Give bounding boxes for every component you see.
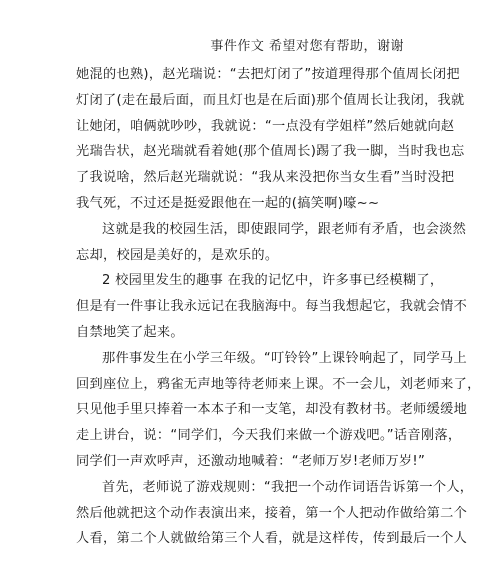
paragraph-start-line: 首先，老师说了游戏规则：“我把一个动作词语告诉第一个人， xyxy=(102,479,474,495)
section-heading-line: 2 校园里发生的趣事 在我的记忆中，许多事已经模糊了， xyxy=(102,273,444,289)
text-line: 了我说啥，然后赵光瑞就说：“我从来没把你当女生看”当时没把 xyxy=(76,170,455,186)
body-text xyxy=(76,62,481,552)
text-line: 光瑞告状，赵光瑞就看着她(那个值周长)踢了我一脚，当时我也忘 xyxy=(76,144,465,160)
paragraph-start-line: 这就是我的校园生活，即使跟同学，跟老师有矛盾，也会淡然 xyxy=(102,221,467,237)
text-line: 我气死，不过还是挺爱跟他在一起的(搞笑啊)嚎~~ xyxy=(76,195,380,211)
text-line: 忘却，校园是美好的，是欢乐的。 xyxy=(76,247,279,263)
text-line: 回到座位上，鸦雀无声地等待老师来上课。不一会儿，刘老师来了， xyxy=(76,376,481,392)
page-header: 事件作文 希望对您有帮助，谢谢 xyxy=(210,39,404,54)
text-line: 然后他就把这个动作表演出来，接着，第一个人把动作做给第二个 xyxy=(76,505,468,521)
text-line: 人看，第二个人就做给第三个人看，就是这样传，传到最后一个人 xyxy=(76,531,468,547)
text-line: 同学们一声欢呼声，还激动地喊着：“老师万岁!老师万岁!” xyxy=(76,453,426,469)
text-line: 让她闭，咱俩就吵吵，我就说：“一点没有学姐样”然后她就向赵 xyxy=(76,118,455,134)
text-line: 灯闭了(走在最后面，而且灯也是在后面)那个值周长让我闭，我就 xyxy=(76,92,465,108)
paragraph-start-line: 那件事发生在小学三年级。“叮铃铃”上课铃响起了，同学马上 xyxy=(102,350,467,366)
text-line: 走上讲台，说：“同学们，今天我们来做一个游戏吧。”话音刚落， xyxy=(76,428,462,444)
text-line: 只见他手里只捧着一本本子和一支笔，却没有教材书。老师缓缓地 xyxy=(76,402,468,418)
text-line: 自禁地笑了起来。 xyxy=(76,324,184,340)
text-line: 但是有一件事让我永远记在我脑海中。每当我想起它，我就会情不 xyxy=(76,299,468,315)
text-line: 她混的也熟)，赵光瑞说：“去把灯闭了”按道理得那个值周长闭把 xyxy=(76,67,460,82)
